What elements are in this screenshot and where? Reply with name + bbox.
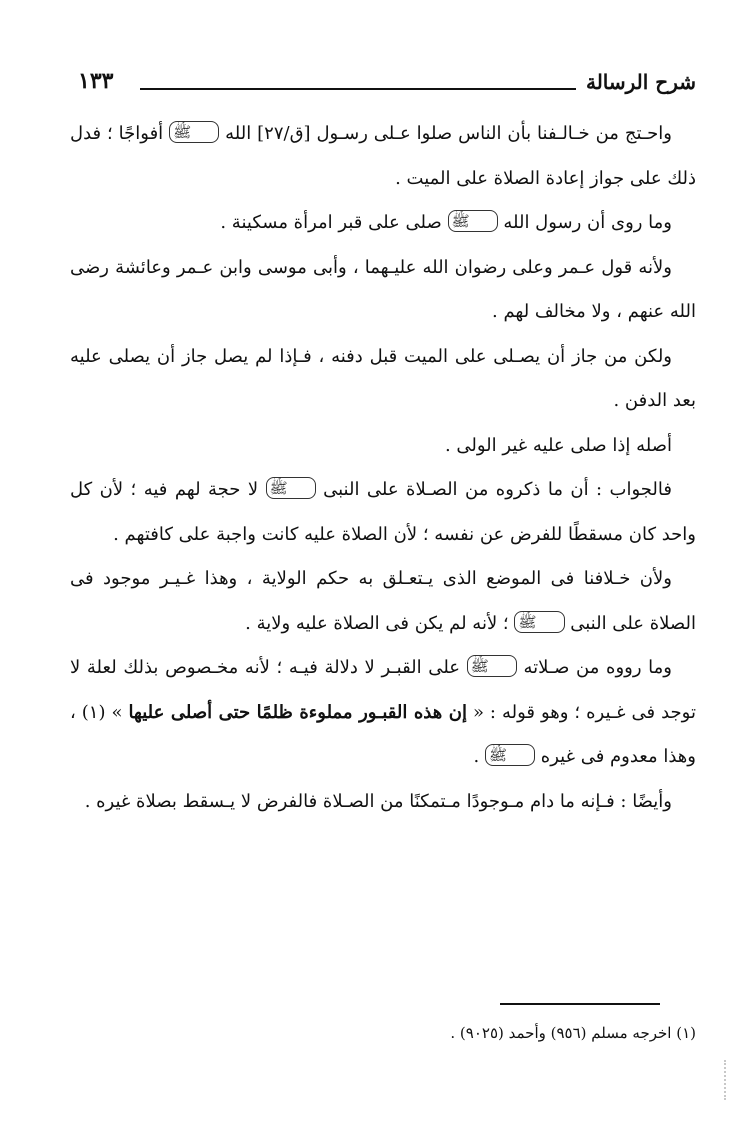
running-title: شرح الرسالة	[585, 70, 696, 94]
text-segment: .	[473, 746, 485, 767]
honorific-ligature: ﷺ	[266, 477, 316, 499]
paragraph	[70, 112, 696, 201]
quoted-hadith: إن هذه القبـور مملوءة ظلمًا حتى أصلى عليها	[128, 701, 467, 723]
text-segment: وما رووه من صـلاته	[516, 657, 672, 678]
paragraph	[70, 557, 696, 646]
paragraph	[70, 780, 696, 825]
paragraph	[70, 335, 696, 424]
text-segment: أصله إذا صلى عليه غير الولى .	[444, 434, 672, 456]
text-segment: وأيضًا : فـإنه ما دام مـوجودًا مـتمكنًا من الصـلاة فالفرض لا يـسقط بصلاة غيره .	[84, 790, 672, 812]
text-segment: » (١) ، وهذا معدوم فى غيره	[70, 701, 696, 767]
body-text	[70, 112, 696, 824]
text-segment: لا حجة لهم فيه ؛ لأن كل واحد كان مسقطًا للفرض عن نفسه ؛ لأن الصلاة عليه كانت واجبة على كافتهم .	[70, 479, 696, 545]
paragraph	[70, 201, 696, 246]
honorific-ligature: ﷺ	[448, 210, 498, 232]
honorific-ligature: ﷺ	[514, 611, 564, 633]
honorific-ligature: ﷺ	[169, 121, 219, 143]
paragraph	[70, 424, 696, 469]
text-segment: ولكن من جاز أن يصـلى على الميت قبل دفنه ، فـإذا لم يصل جاز أن يصلى عليه بعد الدفن .	[70, 345, 696, 411]
text-segment: ؛ لأنه لم يكن فى الصلاة عليه ولاية .	[245, 612, 515, 634]
paragraph	[70, 468, 696, 557]
text-segment: ولأنه قول عـمر وعلى رضوان الله عليـهما ، وأبى موسى وابن عـمر وعائشة رضى الله عنهم ، ولا مخالف لهم .	[70, 256, 696, 322]
honorific-ligature: ﷺ	[485, 744, 535, 766]
text-segment: واحـتج من خـالـفنا بأن الناس صلوا عـلى رسـول [ق/٢٧] الله	[219, 123, 672, 144]
paragraph	[70, 646, 696, 780]
page-number: ١٣٣	[78, 68, 114, 94]
footnote: (١) اخرجه مسلم (٩٥٦) وأحمد (٩٠٢٥) .	[450, 1024, 696, 1042]
text-segment: فالجواب : أن ما ذكروه من الصـلاة على النبى	[315, 479, 672, 500]
scan-artifact	[724, 1060, 732, 1100]
text-segment: أفواجًا ؛ فدل ذلك على جواز إعادة الصلاة على الميت .	[70, 123, 696, 189]
text-segment: ولأن خـلافنا فى الموضع الذى يـتعـلق به حكم الولاية ، وهذا غـيـر موجود فى الصلاة على النبى	[70, 568, 696, 634]
honorific-ligature: ﷺ	[467, 655, 517, 677]
footnote-rule	[500, 1003, 660, 1005]
text-segment: صلى على قبر امرأة مسكينة .	[220, 212, 448, 233]
paragraph	[70, 246, 696, 335]
page-header	[78, 68, 696, 102]
text-segment: وما روى أن رسول الله	[497, 212, 672, 233]
text-segment: على القبـر لا دلالة فيـه ؛ لأنه مخـصوص بذلك لعلة لا توجد فى غـيره ؛ وهو قوله : «	[70, 657, 696, 723]
header-rule	[140, 88, 576, 90]
